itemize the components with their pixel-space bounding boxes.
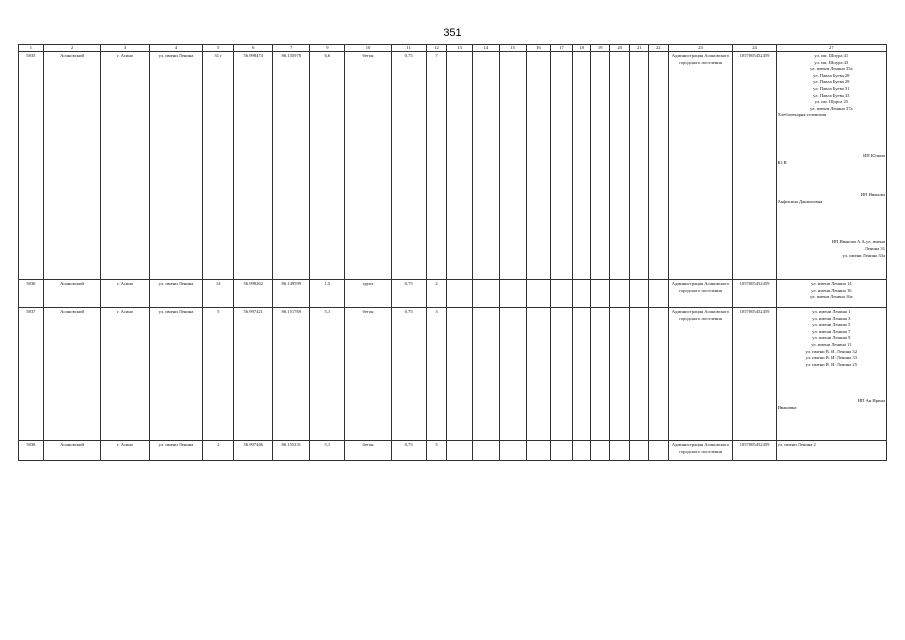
cell-empty (609, 441, 630, 461)
address-line: ул. имени Ленина 14 (811, 281, 852, 286)
cell-id: 5835 (19, 52, 44, 280)
address-line: ул. имени В. И. Ленина 32 (805, 348, 858, 354)
owner-detail: Ленина 31 (864, 245, 885, 251)
address-line: ул. им. Шпура 43 (814, 59, 849, 65)
cell-longitude: 86.151769 (273, 308, 310, 441)
cell-house: 2 (203, 441, 234, 461)
owner-entry (778, 398, 885, 411)
cell-surface: бетон (345, 308, 391, 441)
cell-owner-org: Администрация Асиновского городского поселения (668, 280, 733, 308)
col-header: 13 (447, 45, 473, 52)
extra-note: Хлебопекарня телевизия (777, 112, 827, 118)
table-row (19, 52, 887, 280)
col-header: 7 (273, 45, 310, 52)
address-list (778, 309, 885, 368)
col-header: 9 (310, 45, 345, 52)
cell-empty (591, 52, 610, 280)
col-header: 14 (472, 45, 499, 52)
col-header: 4 (149, 45, 203, 52)
cell-empty (572, 308, 591, 441)
cell-locality: г. Асино (101, 52, 149, 280)
cell-empty (572, 280, 591, 308)
address-line: ул. Павла Буева 33 (813, 92, 850, 98)
cell-empty (551, 308, 573, 441)
cell-empty (447, 52, 473, 280)
cell-empty (472, 52, 499, 280)
col-header: 23 (668, 45, 733, 52)
cell-empty (499, 441, 526, 461)
cell-empty (649, 280, 669, 308)
cell-house: 14 (203, 280, 234, 308)
cell-volume: 0,75 (391, 280, 426, 308)
table-row (19, 308, 887, 441)
col-header: 21 (630, 45, 649, 52)
cell-empty (572, 52, 591, 280)
cell-latitude: 56.997421 (234, 308, 273, 441)
cell-empty (649, 441, 669, 461)
cell-empty (472, 308, 499, 441)
col-header: 12 (426, 45, 447, 52)
address-line: ул. имени Ленина 1 (812, 309, 851, 314)
cell-longitude: 86.149599 (273, 280, 310, 308)
cell-surface: грунт (345, 280, 391, 308)
address-line: ул. Павла Буева 31 (813, 85, 850, 91)
address-line: ул. имени Ленина 16 (811, 287, 852, 293)
cell-area: 5,1 (310, 308, 345, 441)
cell-latitude: 56.998474 (234, 52, 273, 280)
cell-empty (649, 52, 669, 280)
cell-empty (499, 280, 526, 308)
address-line: ул. им. Щорса 25 (814, 99, 849, 105)
cell-empty (526, 308, 551, 441)
cell-empty (591, 280, 610, 308)
owner-entry (778, 153, 885, 166)
address-line: ул. имени Ленина 2 (777, 442, 816, 447)
cell-street: ул. имени Ленина (149, 280, 203, 308)
cell-id: 5837 (19, 308, 44, 441)
cell-surface: бетон (345, 441, 391, 461)
col-header: 20 (609, 45, 630, 52)
cell-owner-org: Администрация Асиновского городского поселения (668, 308, 733, 441)
cell-empty (572, 441, 591, 461)
col-header: 22 (649, 45, 669, 52)
owner-detail: Анфисина Данильевна (777, 198, 823, 204)
cell-served-objects (776, 308, 886, 441)
cell-empty (526, 441, 551, 461)
table-row (19, 280, 887, 308)
register-table (18, 44, 887, 461)
address-line: ул. имени Ленина 9 (812, 335, 851, 341)
cell-longitude: 86.155231 (273, 441, 310, 461)
cell-district: Асиновский (43, 441, 101, 461)
owner-entry (778, 192, 885, 205)
address-line: ул. имени Ленина 7 (812, 328, 851, 334)
cell-count: 5 (426, 441, 447, 461)
cell-ogrn: 1057005452459 (733, 441, 776, 461)
col-header: 24 (733, 45, 776, 52)
cell-served-objects (776, 441, 886, 461)
address-list (778, 281, 885, 301)
cell-area: 1,5 (310, 280, 345, 308)
cell-owner-org: Администрация Асиновского городского поселения (668, 52, 733, 280)
cell-empty (447, 441, 473, 461)
cell-longitude: 86.135978 (273, 52, 310, 280)
cell-id: 5838 (19, 441, 44, 461)
col-header: 2 (43, 45, 101, 52)
cell-owner-org: Администрация Асиновского городского поселения (668, 441, 733, 461)
cell-empty (551, 280, 573, 308)
owner-name: ИП Иванова (860, 192, 885, 198)
cell-empty (630, 441, 649, 461)
page-number: 351 (443, 27, 462, 39)
col-header: 27 (776, 45, 886, 52)
table-row (19, 441, 887, 461)
address-line: ул. имени В. И. Ленина 25 (805, 361, 858, 367)
cell-district: Асиновский (43, 280, 101, 308)
cell-area: 5,1 (310, 441, 345, 461)
cell-latitude: 56.998262 (234, 280, 273, 308)
col-header: 18 (572, 45, 591, 52)
cell-empty (609, 280, 630, 308)
cell-empty (630, 280, 649, 308)
col-header: 10 (345, 45, 391, 52)
cell-count: 7 (426, 52, 447, 280)
col-header: 16 (526, 45, 551, 52)
cell-empty (526, 280, 551, 308)
cell-empty (551, 441, 573, 461)
cell-empty (447, 280, 473, 308)
col-header: 6 (234, 45, 273, 52)
col-header: 3 (101, 45, 149, 52)
cell-ogrn: 1057005452459 (733, 280, 776, 308)
owner-entry (778, 239, 885, 252)
cell-empty (499, 308, 526, 441)
cell-id: 5836 (19, 280, 44, 308)
cell-empty (630, 52, 649, 280)
cell-volume: 0,75 (391, 308, 426, 441)
cell-locality: г. Асино (101, 308, 149, 441)
cell-empty (630, 308, 649, 441)
cell-street: ул. имени Ленина (149, 441, 203, 461)
address-list (778, 53, 885, 112)
address-line: ул. имени Ленина 3 (812, 315, 851, 321)
cell-empty (649, 308, 669, 441)
cell-empty (591, 308, 610, 441)
header-row (19, 45, 887, 52)
cell-surface: бетон (345, 52, 391, 280)
col-header: 17 (551, 45, 573, 52)
cell-street: ул. имени Ленина (149, 308, 203, 441)
address-line: ул. имени В. И. Ленина 33 (805, 355, 858, 361)
address-line: ул. Павла Буева 29 (813, 79, 850, 85)
cell-locality: г. Асино (101, 280, 149, 308)
cell-house: 5 (203, 308, 234, 441)
col-header: 19 (591, 45, 610, 52)
cell-empty (551, 52, 573, 280)
cell-street: ул. имени Ленина (149, 52, 203, 280)
cell-ogrn: 1057005452459 (733, 52, 776, 280)
col-header: 11 (391, 45, 426, 52)
address-line: ул. им. Шпура 41 (814, 53, 849, 58)
address-line: ул. имени Ленина 5 (812, 322, 851, 328)
cell-volume: 0,75 (391, 52, 426, 280)
cell-ogrn: 1057005452459 (733, 308, 776, 441)
owner-name: ИП Юлкин (863, 152, 885, 158)
cell-empty (447, 308, 473, 441)
cell-served-objects (776, 280, 886, 308)
cell-empty (591, 441, 610, 461)
cell-served-objects (776, 52, 886, 280)
col-header: 15 (499, 45, 526, 52)
cell-empty (609, 52, 630, 280)
col-header: 1 (19, 45, 44, 52)
col-header: 5 (203, 45, 234, 52)
cell-count: 3 (426, 308, 447, 441)
address-line: ул. имени Ленина 35а (810, 66, 853, 72)
address-line: ул. имени Ленина 16а (810, 294, 853, 300)
cell-locality: г. Асино (101, 441, 149, 461)
cell-empty (526, 52, 551, 280)
cell-district: Асиновский (43, 52, 101, 280)
owner-name: ИП Иванова А.А.ул. имени (831, 239, 885, 245)
cell-empty (472, 441, 499, 461)
owner-name: ИП Ан Ирина (857, 398, 885, 404)
cell-empty (609, 308, 630, 441)
cell-latitude: 56.997446 (234, 441, 273, 461)
owner-detail: Ивановна (777, 404, 797, 410)
address-line: ул. имени Ленина 11 (811, 341, 852, 347)
address-line: ул. имени Ленина 37а (810, 105, 853, 111)
owner-detail: Ю.В (777, 159, 787, 165)
cell-area: 6,6 (310, 52, 345, 280)
cell-empty (472, 280, 499, 308)
cell-house: 31 г (203, 52, 234, 280)
cell-count: 2 (426, 280, 447, 308)
cell-district: Асиновский (43, 308, 101, 441)
address-line: ул. имени Ленина 33а (842, 252, 885, 258)
address-line: ул. Павла Буева 28 (813, 72, 850, 78)
cell-empty (499, 52, 526, 280)
cell-volume: 0,75 (391, 441, 426, 461)
